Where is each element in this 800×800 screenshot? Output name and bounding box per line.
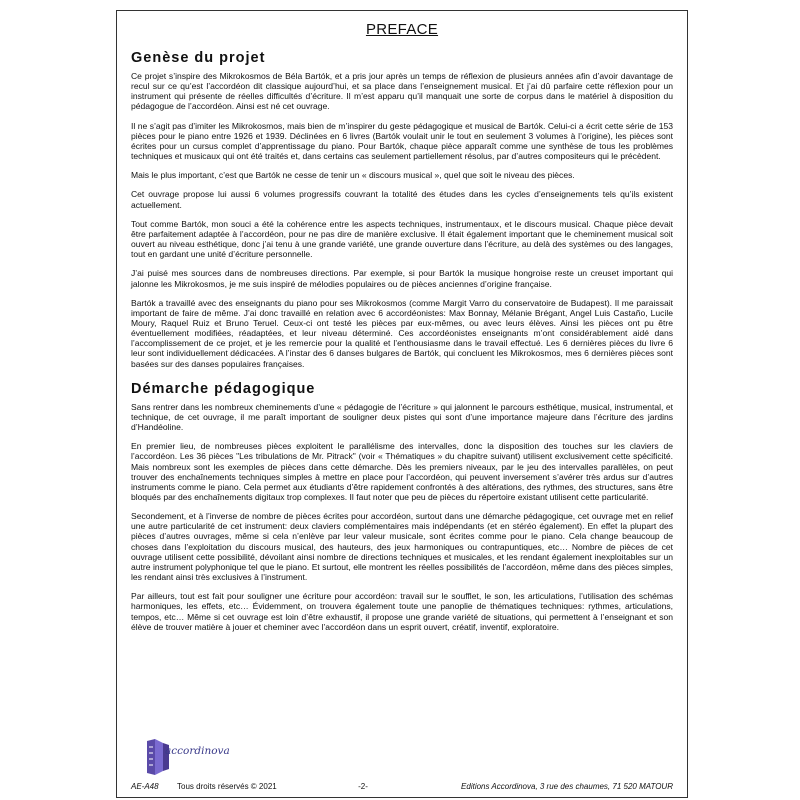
paragraph: Il ne s’agit pas d’imiter les Mikrokosmos, mais bien de m’inspirer du geste pédagogique et musical de Bartók. Celui-ci a écrit cette série de 153 pièces pour le piano entre 1926 et 1939. Déclinées en 6 livres (Bartók voulait unir le tout en seulement 3 volumes à l’origine), les pièces sont écrites pour un cursus complet d’apprentissage du piano. Pour Bartók, chaque pièce apparaît comme une synthèse de tous les problèmes techniques et musicaux qui ont été traités et, dans certains cas seulement partiellement résolus, par d’autres compositeurs qui le précèdent. [131, 120, 673, 162]
paragraph: Par ailleurs, tout est fait pour souligner une écriture pour accordéon: travail sur le soufflet, le son, les articulations, l’utilisation des schémas harmoniques, les effets, etc… Évidemment, on trouvera également toute une panoplie de thématiques techniques: rythmes, articulations, tempos, etc… Même si cet ouvrage est loin d’être exhaustif, il propose une grande variété de situations, qui permettent à l’enseignant et son élève de trouver matière à jouer et cheminer avec l’accordéon dans un esprit ouvert, créatif, inventif, exploratoire. [131, 591, 673, 632]
paragraph: Cet ouvrage propose lui aussi 6 volumes progressifs couvrant la totalité des études dans les cycles d’enseignements tels qu’ils existent actuellement. [131, 189, 673, 210]
paragraph: Bartók a travaillé avec des enseignants du piano pour ses Mikrokosmos (comme Margit Varro du conservatoire de Budapest). Il me paraissait important de faire de même. J’ai donc travaillé en relation avec 6 accordéonistes: Max Bonnay, Mélanie Brégant, Angel Luis Castaño, Lucile Moury, Raquel Ruiz et Bruno Teruel. Ceux-ci ont testé les pièces par eux-mêmes, ou avec leurs élèves. Ainsi les pièces ont pu être éventuellement modifiées, réadaptées, et leur niveau déterminé. Ces accordéonistes enseignants m’ont considérablement aidé dans l’accomplissement de ce projet, et je les remercie pour la qualité et l’enthousiasme dans le travail effectué. Les 6 dernières pièces du livre 6 leur sont individuellement dédicacées. A l’instar des 6 danses bulgares de Bartók, qui concluent les Mikrokosmos, mes 6 dernières pièces sont basées sur des danses populaires françaises. [131, 297, 673, 369]
paragraph: Tout comme Bartók, mon souci a été la cohérence entre les aspects techniques, instrumentaux, et le discours musical. Chaque pièce devait être parfaitement adaptée à l’accordéon, pour ne pas dire de manière exclusive. Il était également important que le cheminement musical soit ouvert au niveau esthétique, donc j’ai tenu à une grande variété, une grande ouverture dans l’écriture, au delà des systèmes ou des langages, tout en gardant une unité d’écriture personnelle. [131, 218, 673, 260]
paragraph: Sans rentrer dans les nombreux cheminements d’une « pédagogie de l’écriture » qui jalonnent le parcours esthétique, musical, instrumental, et technique, de cet ouvrage, il me paraît important de souligner deux pistes qui sont d’une importance majeure dans l’écriture des jardins d’Handéoline. [131, 401, 673, 433]
accordion-logo-icon [141, 737, 175, 777]
copyright-text: Tous droits réservés © 2021 [177, 782, 277, 791]
paragraph: En premier lieu, de nombreuses pièces exploitent le parallélisme des intervalles, donc la disposition des touches sur les claviers de l’accordéon. Les 36 pièces "Les tribulations de Mr. Pitrack" (voir « Thématiques » du chapitre suivant) utilisent exclusivement cette spécificité. Mais nombreux sont les exemples de pièces dans cette démarche. Dès les premiers niveaux, par le jeu des intervalles parallèles, on peut trouver des enchaînements techniques simples à mettre en place pour l’accordéon, qui peuvent inversement s’avérer très ardus sur d’autres instruments comme le piano. Cela permet aux étudiants d’être rapidement confrontés à des altérations, des rythmes, des structures, sans être bloqués par des enchaînements digitaux trop complexes. Il faut noter que peu de pièces du répertoire existant utilisent cette particularité. [131, 441, 673, 502]
paragraph: Mais le plus important, c’est que Bartók ne cesse de tenir un « discours musical », quel que soit le niveau des pièces. [131, 170, 575, 181]
page-number: -2- [358, 782, 368, 791]
paragraph: Secondement, et à l’inverse de nombre de pièces écrites pour accordéon, surtout dans une démarche pédagogique, cet ouvrage met en relief une autre particularité de cet instrument: deux claviers complémentaires mais indépendants (et en stéréo également). En effet la plupart des pièces d’autres ouvrages, même si cela n’enlève par leur valeur musicale, sont écrites comme pour le piano. Cela change beaucoup de choses dans l’exploitation du discours musical, des hauteurs, des jeux harmoniques ou contrapuntiques, etc… Nombre de pièces de cet ouvrage utilisent cette possibilité, dévoilant ainsi nombre de directions techniques et musicales, et les rendant également inexploitables sur un autre instrument polyphonique tel que le piano. Et surtout, elle montrent les réelles possibilités de l’accordéon, même dans des pièces simples, les rendant ainsi très exclusives à l’instrument. [131, 511, 673, 583]
page-footer [131, 731, 673, 791]
brand-name: accordinova [165, 745, 230, 757]
paragraph: J’ai puisé mes sources dans de nombreuses directions. Par exemple, si pour Bartók la musique hongroise reste un creuset important qui jalonne les Mikrokosmos, je me suis inspiré de mélodies populaires ou de pièces anciennes d’origine française. [131, 268, 673, 289]
section-heading-genese: Genèse du projet [131, 50, 266, 66]
page-content [131, 19, 673, 641]
document-page [116, 10, 688, 798]
section-heading-demarche: Démarche pédagogique [131, 380, 316, 397]
publisher-address: Editions Accordinova, 3 rue des chaumes, 71 520 MATOUR [461, 782, 673, 791]
page-title: PREFACE [365, 21, 439, 38]
catalog-code: AE-A48 [131, 782, 159, 791]
footer-line [131, 782, 673, 791]
paragraph: Ce projet s’inspire des Mikrokosmos de Béla Bartók, et a pris jour après un temps de réflexion de plusieurs années afin d’avoir davantage de recul sur ce qu’est l’accordéon dit classique aujourd’hui, et sa place dans l’enseignement musical. Et j’ai dû parfaire cette réflexion pour un instrument qui présente de réelles difficultés d’écriture. Il m’est apparu qu’il manquait une sorte de corpus dans le matériel à disposition du pédagogue de l’accordéon. Ainsi est né cet ouvrage. [131, 71, 673, 112]
